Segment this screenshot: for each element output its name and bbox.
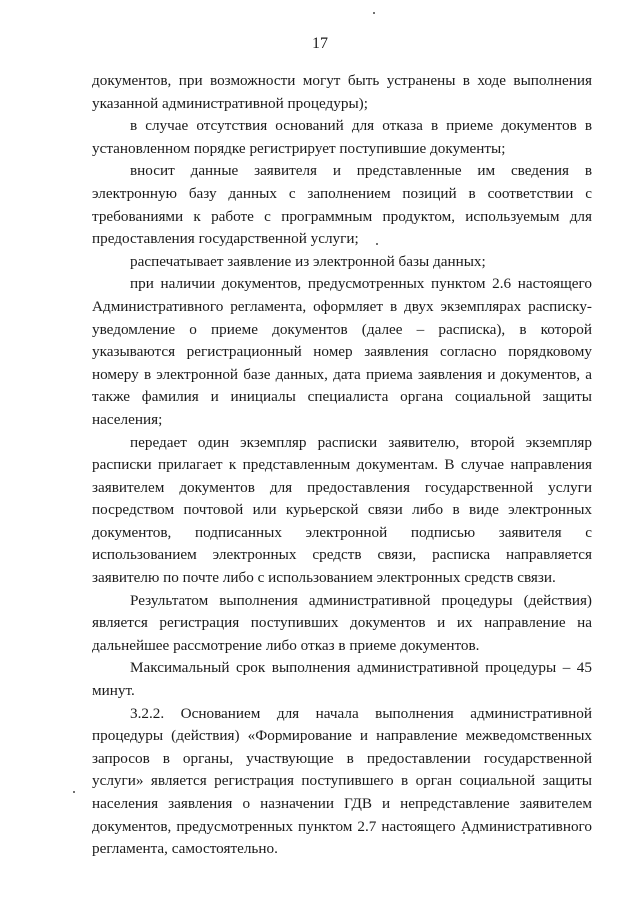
paragraph-enter-database: вносит данные заявителя и представленные им сведения в электронную базу данных с заполнением позиций в соответствии с требованиями к работе с программным продуктом, используемым для предоставления государственной услуги; bbox=[92, 162, 592, 248]
paragraph-transfer-receipt: передает один экземпляр расписки заявителю, второй экземпляр расписки прилагает к представленным документам. В случае направления заявителем документов для предоставления государственной услуги посредством почтовой или курьерской связи либо в виде электронных документов, подписанных электронной подписью заявителя с использованием электронных средств связи, расписка направляется заявителю по почте либо с использованием электронных средств связи. bbox=[92, 433, 592, 587]
paragraph-issue-receipt: при наличии документов, предусмотренных пунктом 2.6 настоящего Административного регламента, оформляет в двух экземплярах расписку-уведомление о приеме документов (далее – расписка), в которой указываются регистрационный номер заявления согласно порядковому номеру в электронной базе данных, дата приема заявления и документов, а также фамилия и инициалы специалиста органа социальной защиты населения; bbox=[92, 275, 592, 428]
paragraph-register-documents: в случае отсутствия оснований для отказа в приеме документов в установленном порядке регистрирует поступившие документы; bbox=[92, 117, 592, 157]
paragraph-continuation: документов, при возможности могут быть устранены в ходе выполнения указанной административной процедуры); bbox=[92, 72, 592, 112]
document-body bbox=[92, 70, 592, 861]
paragraph-print-application: распечатывает заявление из электронной базы данных; bbox=[130, 252, 486, 270]
page-number: 17 bbox=[312, 35, 328, 52]
scan-speck bbox=[373, 12, 375, 14]
scan-speck bbox=[73, 791, 75, 793]
paragraph-max-duration: Максимальный срок выполнения административной процедуры – 45 минут. bbox=[92, 659, 592, 700]
paragraph-section-3-2-2: 3.2.2. Основанием для начала выполнения административной процедуры (действия) «Формирование и направление межведомственных запросов в органы, участвующие в предоставлении государственной услуги» является регистрация поступившего в орган социальной защиты населения заявления о назначении ГДВ и непредставление заявителем документов, предусмотренных пунктом 2.7 настоящего Административного регламента, самостоятельно. bbox=[92, 704, 592, 858]
paragraph-procedure-result: Результатом выполнения административной процедуры (действия) является регистрация поступивших документов и их направление на дальнейшее рассмотрение либо отказ в приеме документов. bbox=[92, 591, 592, 654]
